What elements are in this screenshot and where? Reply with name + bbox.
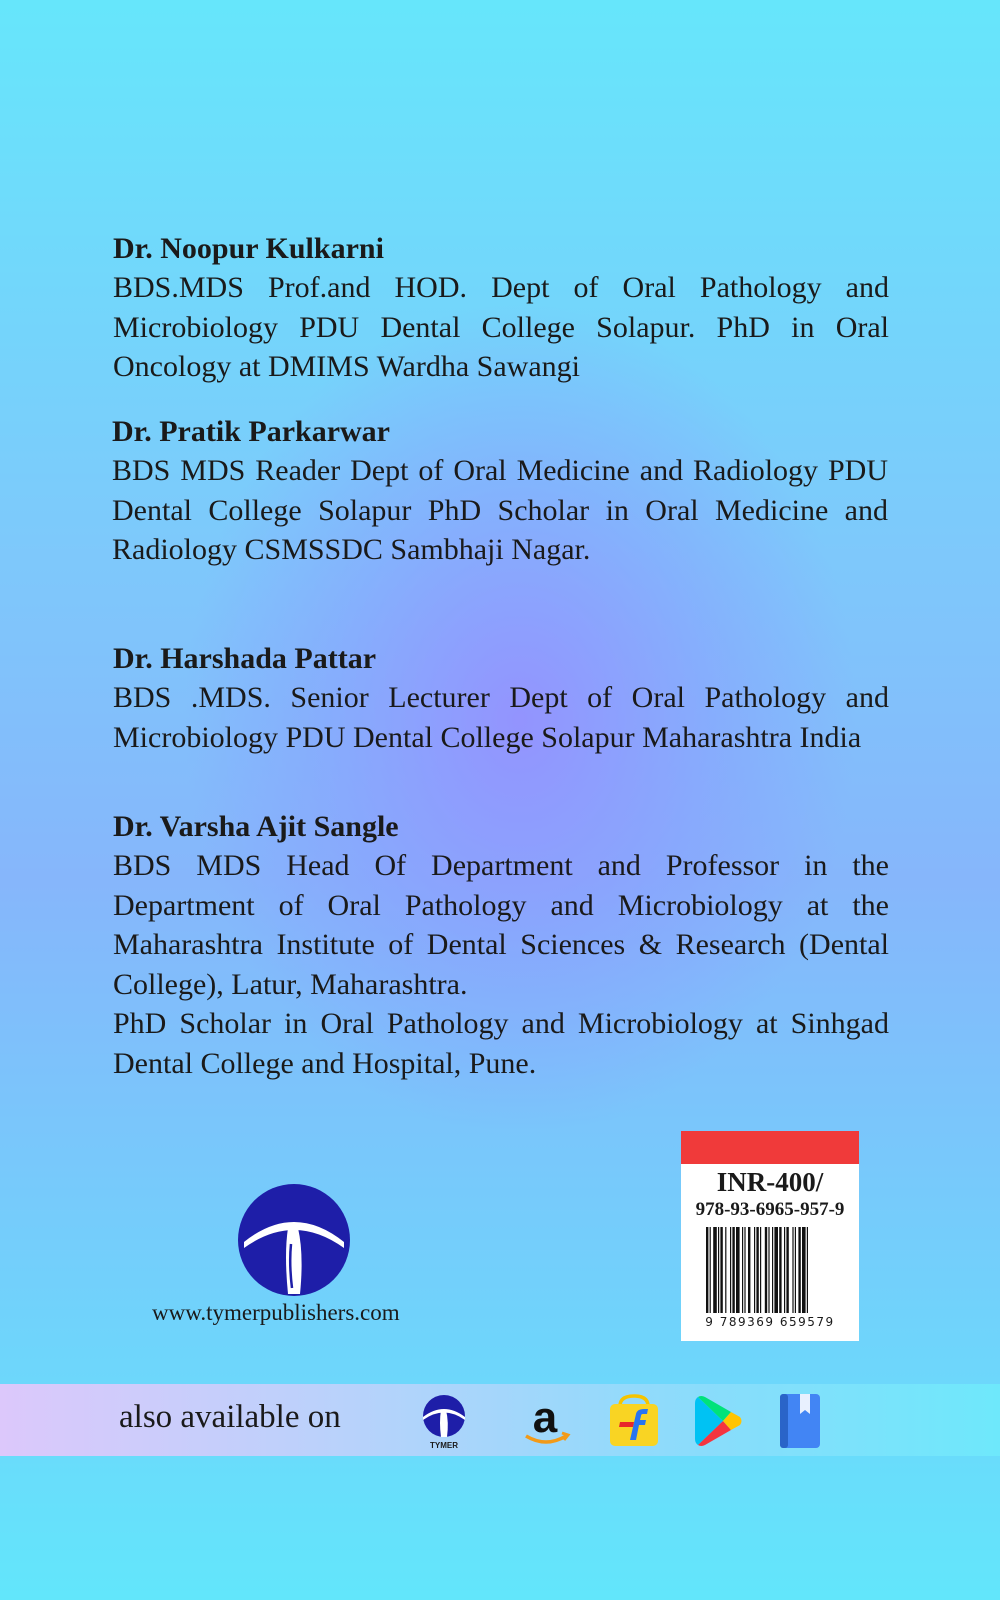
amazon-letter: a [532, 1393, 558, 1442]
barcode-bar [802, 1227, 806, 1313]
author-name: Dr. Noopur Kulkarni [113, 232, 384, 265]
price: INR-400/ [716, 1167, 824, 1197]
author-name: Dr. Varsha Ajit Sangle [113, 810, 399, 843]
author-description: BDS MDS Reader Dept of Oral Medicine and Radiology PDU Dental College Solapur PhD Scholar in Oral Medicine and Radiology CSMSSDC Sambhaji Nagar. [112, 454, 888, 566]
tymer-store-icon[interactable] [419, 1394, 469, 1450]
author-name: Dr. Harshada Pattar [113, 642, 377, 675]
barcode-bar [792, 1227, 793, 1313]
barcode-icon [704, 1227, 836, 1313]
barcode-bar [774, 1227, 778, 1313]
barcode-bar [748, 1227, 750, 1313]
barcode-digits: 9 789369 659579 [705, 1315, 835, 1329]
author-bio-pattar [113, 640, 889, 757]
publisher-website[interactable]: www.tymerpublishers.com [152, 1300, 400, 1325]
barcode-bar [765, 1227, 767, 1313]
barcode-label [681, 1131, 859, 1341]
barcode-bar [754, 1227, 755, 1313]
price-band [681, 1131, 859, 1164]
barcode-bar [795, 1227, 796, 1313]
barcode-bar [768, 1227, 769, 1313]
barcode-bar [760, 1227, 761, 1313]
barcode-bar [742, 1227, 743, 1313]
google-play-icon[interactable] [693, 1394, 743, 1448]
availability-label: also available on [119, 1399, 341, 1435]
amazon-icon[interactable] [518, 1392, 574, 1448]
barcode-bar [718, 1227, 719, 1313]
barcode-bar [772, 1227, 773, 1313]
author-description: BDS.MDS Prof.and HOD. Dept of Oral Pathology and Microbiology PDU Dental College Solapur. PhD in Oral Oncology at DMIMS Wardha Sawangi [113, 271, 889, 383]
barcode-bar [784, 1227, 785, 1313]
author-bio-sangle [113, 808, 889, 1083]
barcode-bar [730, 1227, 731, 1313]
barcode-bar [798, 1227, 800, 1313]
author-bio-parkarwar [112, 413, 888, 570]
isbn: 978-93-6965-957-9 [695, 1199, 845, 1220]
author-name: Dr. Pratik Parkarwar [112, 415, 390, 448]
flipkart-icon[interactable] [606, 1392, 662, 1448]
author-description-continued: PhD Scholar in Oral Pathology and Microbiology at Sinhgad Dental College and Hospital, Pune. [113, 1007, 889, 1080]
barcode-bar [736, 1227, 740, 1313]
availability-bar [0, 1384, 1000, 1456]
barcode-bar [713, 1227, 717, 1313]
barcode-bar [732, 1227, 734, 1313]
author-description: BDS MDS Head Of Department and Professor in the Department of Oral Pathology and Microbiology at the Maharashtra Institute of Dental Sciences & Research (Dental College), Latur, Maharashtra. [113, 849, 889, 1001]
barcode-bar [710, 1227, 711, 1313]
barcode-bar [779, 1227, 781, 1313]
barcode-bar [720, 1227, 722, 1313]
google-books-icon[interactable] [776, 1392, 822, 1450]
barcode-bar [744, 1227, 745, 1313]
tymer-logo-icon [238, 1184, 350, 1296]
author-bio-kulkarni [113, 230, 889, 387]
barcode-bar [725, 1227, 726, 1313]
author-description: BDS .MDS. Senior Lecturer Dept of Oral Pathology and Microbiology PDU Dental College Solapur Maharashtra India [113, 681, 889, 754]
barcode-bar [756, 1227, 758, 1313]
barcode-bar [706, 1227, 708, 1313]
tymer-store-label: TYMER [430, 1441, 458, 1450]
barcode-bar [807, 1227, 808, 1313]
barcode-bar [786, 1227, 788, 1313]
